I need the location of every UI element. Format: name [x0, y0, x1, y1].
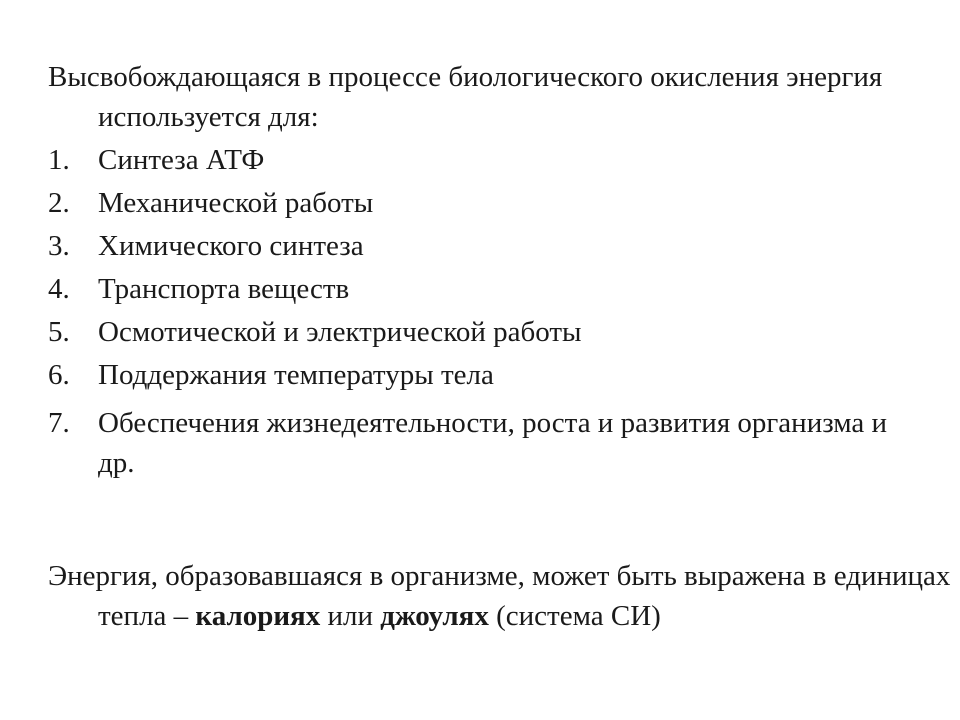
calories-term: калориях: [195, 600, 321, 632]
list-item-number: 6.: [48, 359, 70, 391]
list-item: [48, 140, 928, 180]
list-item-text: Механической работы: [98, 187, 374, 219]
list-item-number: 4.: [48, 273, 70, 305]
list-item: [48, 312, 928, 352]
list-item: [48, 269, 928, 309]
joules-term: джоулях: [380, 600, 489, 632]
list-item-text: Синтеза АТФ: [98, 144, 265, 176]
list-item-number: 1.: [48, 144, 70, 176]
energy-units-paragraph: [48, 556, 960, 636]
list-item-number: 5.: [48, 316, 70, 348]
list-item-number: 3.: [48, 230, 70, 262]
list-item-text: Химического синтеза: [98, 230, 364, 262]
list-item: [48, 183, 928, 223]
list-item-number: 7.: [48, 407, 70, 439]
energy-uses-list: [48, 140, 928, 486]
list-item-text: Осмотической и электрической работы: [98, 316, 582, 348]
energy-text-part: (система СИ): [488, 600, 661, 632]
list-item-text: Обеспечения жизнедеятельности, роста и развития организма и др.: [98, 407, 888, 479]
list-item: [48, 355, 928, 395]
energy-text-part: Энергия, образовавшаяся в организме, может быть выражена в единицах тепла –: [48, 560, 951, 632]
list-item: [48, 226, 928, 266]
list-item: [48, 403, 928, 483]
intro-paragraph: Высвобождающаяся в процессе биологического окисления энергия используется для:: [48, 61, 883, 133]
energy-text-part: или: [320, 600, 381, 632]
list-item-text: Транспорта веществ: [98, 273, 350, 305]
list-item-text: Поддержания температуры тела: [98, 359, 494, 391]
list-item-number: 2.: [48, 187, 70, 219]
